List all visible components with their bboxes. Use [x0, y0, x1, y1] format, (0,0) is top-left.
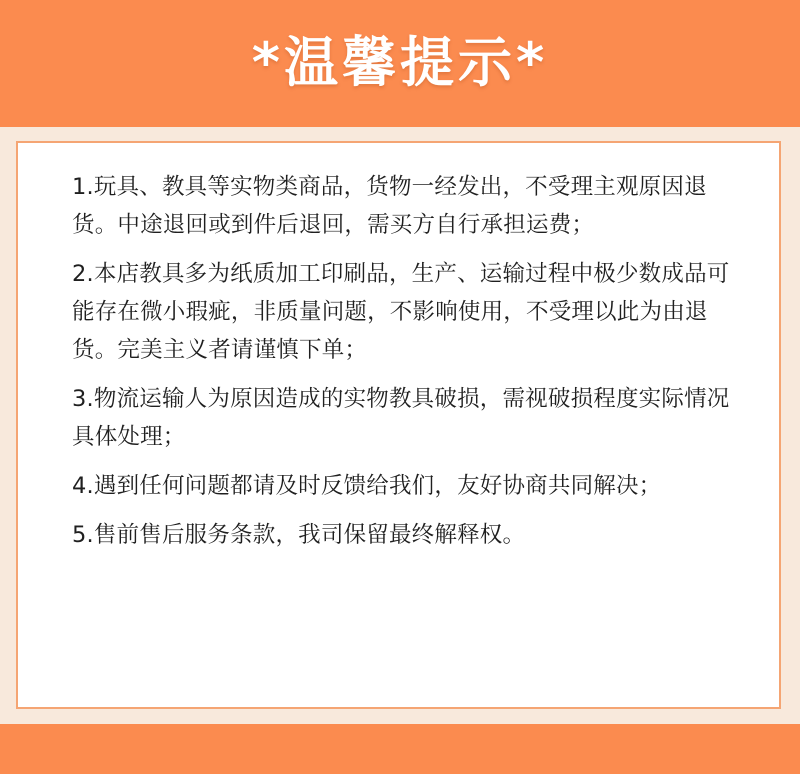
notice-list	[72, 168, 752, 565]
page-title: *温馨提示*	[251, 31, 549, 94]
notice-item-1: 1.玩具、教具等实物类商品，货物一经发出，不受理主观原因退货。中途退回或到件后退回，需买方自行承担运费；	[72, 174, 707, 238]
header-banner	[0, 0, 800, 127]
notice-item-5: 5.售前售后服务条款，我司保留最终解释权。	[72, 522, 526, 548]
notice-panel	[16, 141, 781, 709]
notice-item-2: 2.本店教具多为纸质加工印刷品，生产、运输过程中极少数成品可能存在微小瑕疵，非质量问题，不影响使用，不受理以此为由退货。完美主义者请谨慎下单；	[72, 261, 730, 363]
notice-item-4: 4.遇到任何问题都请及时反馈给我们，友好协商共同解决；	[72, 473, 662, 499]
footer-banner	[0, 724, 800, 774]
notice-item-3: 3.物流运输人为原因造成的实物教具破损，需视破损程度实际情况具体处理；	[72, 386, 730, 450]
